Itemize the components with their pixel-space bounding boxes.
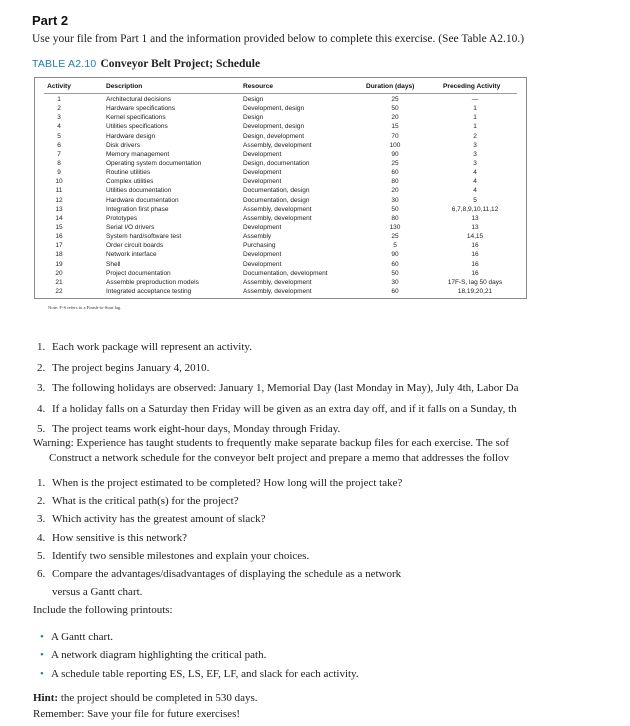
table-row [35, 150, 526, 159]
cell-resource: Development, design [243, 105, 305, 113]
printout-item [40, 648, 359, 666]
cell-duration: 70 [391, 132, 399, 140]
item-number: 6. [37, 567, 46, 580]
table-row [35, 223, 526, 232]
cell-preceding: 1 [473, 114, 477, 122]
cell-description: Hardware specifications [106, 105, 176, 113]
cell-duration: 20 [391, 114, 399, 122]
cell-description: Complex utilities [106, 178, 154, 186]
item-number: 3. [37, 382, 46, 394]
cell-description: Serial I/O drivers [106, 223, 155, 231]
cell-description: Kernel specifications [106, 114, 166, 122]
header-rule [44, 93, 517, 94]
cell-duration: 30 [391, 196, 399, 204]
cell-preceding: 3 [473, 150, 477, 158]
item-number: 3. [37, 513, 46, 526]
cell-resource: Design, documentation [243, 159, 310, 167]
item-number: 1. [37, 477, 46, 489]
header-activity: Activity [47, 83, 71, 90]
cell-description: Hardware design [106, 132, 156, 140]
table-note: Note: F-S refers to a Finish-to-Start lag. [48, 305, 122, 310]
question-item [37, 512, 402, 530]
table-row [35, 214, 526, 223]
assumption-item [37, 402, 518, 423]
table-name: Conveyor Belt Project; Schedule [100, 58, 261, 70]
include-label: Include the following printouts: [33, 604, 173, 616]
table-caption [32, 58, 260, 70]
item-number: 5. [37, 423, 46, 435]
cell-duration: 60 [391, 260, 399, 268]
cell-preceding: 13 [471, 223, 479, 231]
cell-duration: 60 [391, 287, 399, 295]
header-description: Description [106, 83, 143, 90]
table-body [35, 95, 526, 296]
table-row [35, 205, 526, 214]
cell-resource: Documentation, design [243, 187, 310, 195]
cell-resource: Development [243, 251, 282, 259]
cell-activity: 15 [55, 223, 63, 231]
cell-duration: 25 [391, 96, 399, 103]
cell-activity: 9 [57, 169, 61, 177]
item-number: 1. [37, 341, 46, 353]
printouts-list [40, 630, 359, 685]
cell-description: Utilities specifications [106, 123, 168, 131]
cell-preceding: 1 [473, 123, 477, 131]
cell-preceding: 3 [473, 141, 477, 149]
cell-description: Memory management [106, 150, 170, 158]
cell-resource: Development [243, 169, 282, 177]
table-row [35, 159, 526, 168]
bullet-icon: • [40, 631, 44, 643]
question-item [37, 476, 402, 494]
cell-description: Integration first phase [106, 205, 169, 213]
cell-activity: 12 [55, 196, 63, 204]
table-row [35, 278, 526, 287]
cell-description: Disk drivers [106, 141, 140, 149]
printout-item [40, 667, 359, 685]
question-item [37, 494, 402, 512]
cell-duration: 50 [391, 269, 399, 277]
cell-resource: Purchasing [243, 242, 276, 250]
cell-resource: Assembly, development [243, 278, 312, 286]
cell-description: Project documentation [106, 269, 171, 277]
cell-duration: 130 [389, 223, 401, 231]
cell-description: Prototypes [106, 214, 138, 222]
cell-description: Operating system documentation [106, 159, 202, 167]
item-text: The project teams work eight-hour days, Monday through Friday. [52, 423, 341, 435]
table-row [35, 104, 526, 113]
cell-activity: 16 [55, 233, 63, 241]
cell-activity: 11 [55, 187, 63, 195]
cell-duration: 50 [391, 205, 399, 213]
cell-description: System hard/software test [106, 233, 182, 241]
header-preceding: Preceding Activity [443, 83, 501, 90]
hint-line [33, 692, 258, 704]
cell-activity: 10 [55, 178, 63, 186]
cell-duration: 100 [389, 141, 401, 149]
item-number: 4. [37, 402, 46, 415]
hint-label: Hint: [33, 692, 59, 704]
questions-list [37, 476, 402, 603]
printout-item [40, 630, 359, 648]
cell-preceding: 4 [473, 187, 477, 195]
table-row [35, 168, 526, 177]
cell-description: Hardware documentation [106, 196, 179, 204]
cell-preceding: 16 [471, 242, 479, 250]
cell-preceding: 14,15 [466, 233, 484, 241]
item-text: Compare the advantages/disadvantages of displaying the schedule as a network [52, 567, 402, 580]
item-number: 2. [37, 361, 46, 374]
cell-activity: 6 [57, 141, 61, 149]
cell-resource: Documentation, design [243, 196, 310, 204]
header-duration: Duration (days) [366, 83, 415, 90]
item-text: How sensitive is this network? [52, 531, 188, 544]
cell-description: Shell [106, 260, 121, 268]
cell-description: Utilities documentation [106, 187, 172, 195]
cell-description: Architectural decisions [106, 96, 172, 103]
question-item [37, 531, 402, 549]
intro-text: Use your file from Part 1 and the information provided below to complete this exercise. (See Table A2.10.) [32, 33, 525, 45]
cell-description: Network interface [106, 251, 157, 259]
cell-preceding: 16 [471, 269, 479, 277]
cell-activity: 5 [57, 132, 61, 140]
cell-activity: 1 [57, 96, 61, 103]
cell-preceding: 13 [471, 214, 479, 222]
warning-line-1: Warning: Experience has taught students to frequently make separate backup files for each exercise. The sof [33, 437, 510, 449]
cell-resource: Development [243, 178, 282, 186]
table-row [35, 113, 526, 122]
cell-preceding: — [471, 96, 479, 103]
table-row [35, 287, 526, 296]
cell-resource: Assembly, development [243, 141, 312, 149]
item-text: Each work package will represent an activity. [52, 341, 252, 353]
cell-duration: 25 [391, 159, 399, 167]
cell-preceding: 4 [473, 169, 477, 177]
cell-description: Integrated acceptance testing [106, 287, 192, 295]
cell-activity: 22 [55, 287, 63, 295]
cell-description: Routine utilities [106, 169, 151, 177]
table-row [35, 95, 526, 104]
cell-resource: Assembly, development [243, 287, 312, 295]
item-text: The following holidays are observed: January 1, Memorial Day (last Monday in May), July 4th, Labor Da [52, 382, 519, 394]
item-text: Which activity has the greatest amount of slack? [52, 513, 266, 526]
cell-preceding: 2 [473, 132, 477, 140]
cell-activity: 2 [57, 105, 61, 113]
table-row [35, 141, 526, 150]
assumption-item [37, 340, 518, 361]
cell-preceding: 3 [473, 159, 477, 167]
cell-duration: 30 [391, 278, 399, 286]
cell-activity: 20 [55, 269, 63, 277]
cell-resource: Design, development [243, 132, 305, 140]
cell-duration: 15 [391, 123, 399, 131]
table-row [35, 196, 526, 205]
cell-preceding: 16 [471, 260, 479, 268]
hint-text: the project should be completed in 530 days. [60, 692, 258, 704]
warning-line-2: Construct a network schedule for the conveyor belt project and prepare a memo that addresses the follov [49, 452, 510, 464]
item-number: 5. [37, 549, 46, 562]
question-item [37, 549, 402, 567]
cell-activity: 19 [55, 260, 63, 268]
schedule-table [34, 77, 527, 299]
cell-resource: Design [243, 114, 264, 122]
cell-activity: 17 [55, 242, 63, 250]
cell-resource: Development [243, 260, 282, 268]
cell-resource: Assembly [243, 233, 272, 241]
table-row [35, 232, 526, 241]
cell-activity: 21 [55, 278, 63, 286]
cell-preceding: 16 [471, 251, 479, 259]
question-item [37, 567, 402, 585]
cell-description: Assemble preproduction models [106, 278, 199, 286]
table-row [35, 186, 526, 195]
bullet-icon: • [40, 649, 44, 662]
cell-preceding: 17F-S, lag 50 days [447, 278, 503, 286]
table-row [35, 132, 526, 141]
printout-text: A Gantt chart. [51, 631, 114, 643]
cell-duration: 90 [391, 251, 399, 259]
cell-activity: 8 [57, 159, 61, 167]
cell-activity: 3 [57, 114, 61, 122]
cell-duration: 25 [391, 233, 399, 241]
item-text: What is the critical path(s) for the project? [52, 495, 239, 508]
cell-preceding: 6,7,8,9,10,11,12 [451, 205, 499, 213]
cell-resource: Documentation, development [243, 269, 328, 277]
cell-activity: 14 [55, 214, 63, 222]
printout-text: A schedule table reporting ES, LS, EF, LF, and slack for each activity. [51, 667, 359, 680]
part-title: Part 2 [32, 13, 69, 28]
cell-resource: Development, design [243, 123, 305, 131]
table-row [35, 177, 526, 186]
table-row [35, 260, 526, 269]
cell-preceding: 1 [473, 105, 477, 113]
header-resource: Resource [243, 83, 274, 90]
warning-paragraph [33, 436, 509, 466]
cell-resource: Assembly, development [243, 205, 312, 213]
cell-duration: 60 [391, 169, 399, 177]
assumptions-list [37, 340, 518, 443]
assumption-item [37, 361, 518, 382]
cell-activity: 13 [55, 205, 63, 213]
cell-resource: Development [243, 223, 282, 231]
cell-description: Order circuit boards [106, 242, 164, 250]
question-item-continued: versus a Gantt chart. [52, 586, 143, 599]
cell-duration: 5 [393, 242, 397, 250]
item-number: 4. [37, 531, 46, 544]
cell-resource: Development [243, 150, 282, 158]
bullet-icon: • [40, 667, 44, 680]
cell-preceding: 4 [473, 178, 477, 186]
table-row [35, 269, 526, 278]
cell-duration: 80 [391, 214, 399, 222]
cell-activity: 4 [57, 123, 61, 131]
item-text: If a holiday falls on a Saturday then Friday will be given as an extra day off, and if it falls on a Sunday, th [52, 402, 517, 415]
cell-resource: Assembly, development [243, 214, 312, 222]
assumption-item [37, 381, 518, 402]
cell-preceding: 18,19,20,21 [457, 287, 493, 295]
cell-resource: Design [243, 96, 264, 103]
table-label: TABLE A2.10 [32, 58, 97, 70]
cell-preceding: 5 [473, 196, 477, 204]
table-row [35, 241, 526, 250]
cell-activity: 18 [55, 251, 63, 259]
printout-text: A network diagram highlighting the critical path. [51, 649, 267, 662]
table-row [35, 122, 526, 131]
cell-duration: 90 [391, 150, 399, 158]
table-row [35, 250, 526, 259]
item-number: 2. [37, 495, 46, 508]
cell-duration: 20 [391, 187, 399, 195]
cell-duration: 80 [391, 178, 399, 186]
item-text: When is the project estimated to be completed? How long will the project take? [52, 477, 403, 489]
remember-line: Remember: Save your file for future exercises! [33, 708, 241, 720]
item-text: Identify two sensible milestones and explain your choices. [52, 549, 310, 562]
cell-duration: 50 [391, 105, 399, 113]
cell-activity: 7 [57, 150, 61, 158]
item-text: The project begins January 4, 2010. [52, 361, 210, 374]
